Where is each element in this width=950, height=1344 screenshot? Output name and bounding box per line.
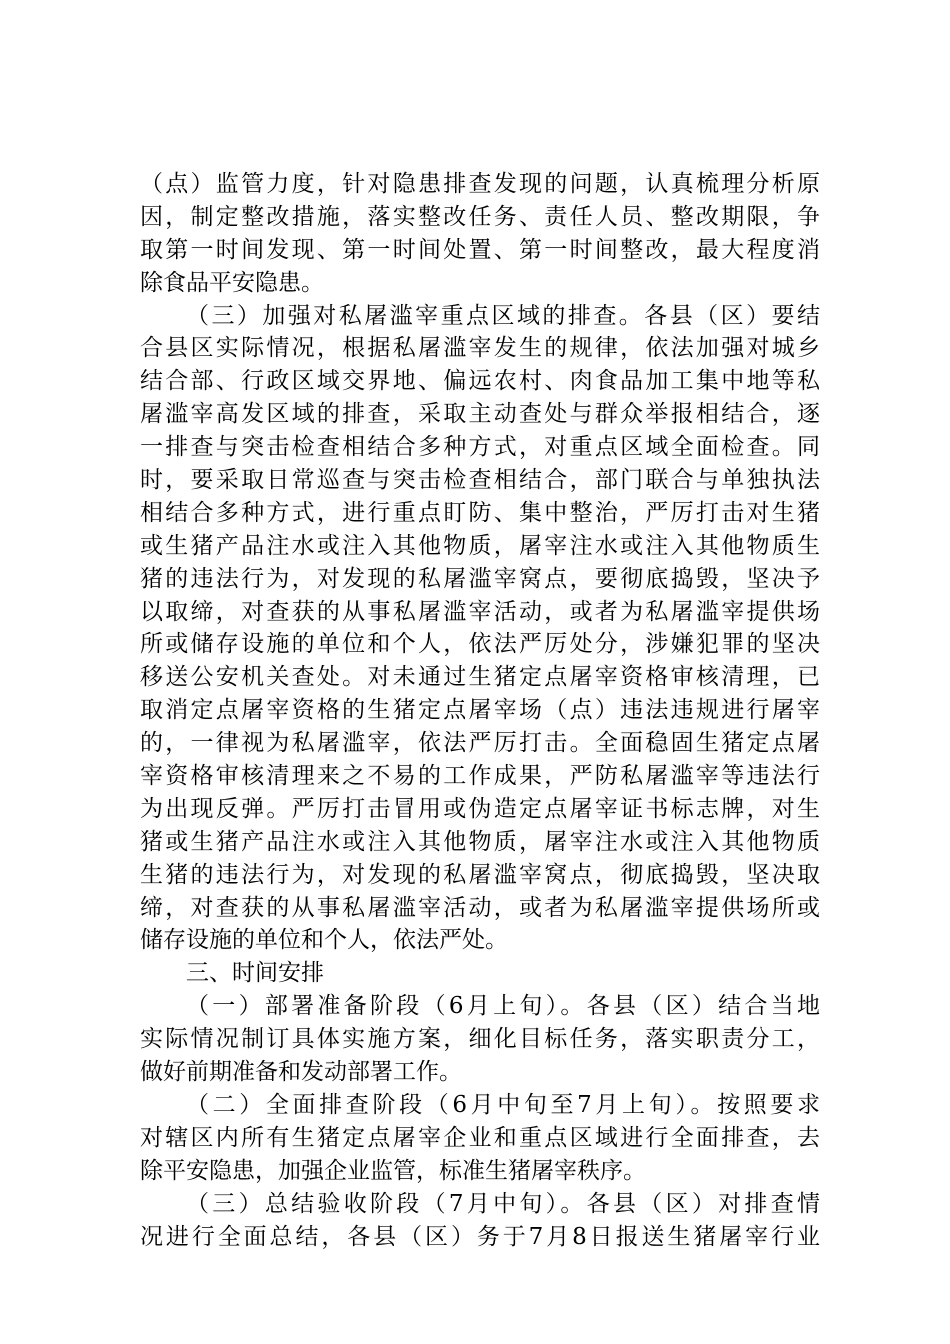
document-body bbox=[140, 168, 820, 1253]
text-line: 生猪的违法行为，对发现的私屠滥宰窝点，彻底捣毁，坚决取 bbox=[140, 861, 820, 888]
text-line: 做好前期准备和发动部署工作。 bbox=[140, 1059, 462, 1086]
text-line: 况进行全面总结，各县（区）务于7月8日报送生猪屠宰行业 bbox=[140, 1223, 820, 1250]
text-line: 相结合多种方式，进行重点盯防、集中整治，严厉打击对生猪 bbox=[140, 499, 820, 526]
text-line: 结合部、行政区域交界地、偏远农村、肉食品加工集中地等私 bbox=[140, 368, 820, 395]
text-line: 时，要采取日常巡查与突击检查相结合，部门联合与单独执法 bbox=[140, 467, 820, 494]
text-line: 取第一时间发现、第一时间处置、第一时间整改，最大程度消 bbox=[140, 236, 820, 263]
text-line: 移送公安机关查处。对未通过生猪定点屠宰资格审核清理，已 bbox=[140, 664, 820, 691]
text-line: 除平安隐患，加强企业监管，标准生猪屠宰秩序。 bbox=[140, 1157, 646, 1184]
text-line: 或生猪产品注水或注入其他物质，屠宰注水或注入其他物质生 bbox=[140, 532, 820, 559]
text-line: 一排查与突击检查相结合多种方式，对重点区域全面检查。同 bbox=[140, 434, 820, 461]
text-line: 的，一律视为私屠滥宰，依法严厉打击。全面稳固生猪定点屠 bbox=[140, 730, 820, 757]
text-line: 以取缔，对查获的从事私屠滥宰活动，或者为私屠滥宰提供场 bbox=[140, 598, 820, 625]
text-line: 猪的违法行为，对发现的私屠滥宰窝点，要彻底捣毁，坚决予 bbox=[140, 565, 820, 592]
text-line: 所或储存设施的单位和个人，依法严厉处分，涉嫌犯罪的坚决 bbox=[140, 631, 820, 658]
text-line: 三、时间安排 bbox=[186, 960, 324, 987]
text-line: （三）总结验收阶段（7月中旬）。各县（区）对排查情 bbox=[186, 1190, 820, 1217]
text-line: 宰资格审核清理来之不易的工作成果，严防私屠滥宰等违法行 bbox=[140, 763, 820, 790]
text-line: 取消定点屠宰资格的生猪定点屠宰场（点）违法违规进行屠宰 bbox=[140, 697, 820, 724]
text-line: （三）加强对私屠滥宰重点区域的排查。各县（区）要结 bbox=[186, 302, 820, 329]
text-line: 合县区实际情况，根据私屠滥宰发生的规律，依法加强对城乡 bbox=[140, 335, 820, 362]
text-line: 因，制定整改措施，落实整改任务、责任人员、整改期限，争 bbox=[140, 203, 820, 230]
text-line: 实际情况制订具体实施方案，细化目标任务，落实职责分工， bbox=[140, 1026, 820, 1053]
text-line: （一）部署准备阶段（6月上旬）。各县（区）结合当地 bbox=[186, 993, 820, 1020]
text-line: （二）全面排查阶段（6月中旬至7月上旬）。按照要求 bbox=[186, 1091, 820, 1118]
text-line: 为出现反弹。严厉打击冒用或伪造定点屠宰证书标志牌，对生 bbox=[140, 795, 820, 822]
text-line: 缔，对查获的从事私屠滥宰活动，或者为私屠滥宰提供场所或 bbox=[140, 894, 820, 921]
text-line: （点）监管力度，针对隐患排查发现的问题，认真梳理分析原 bbox=[140, 171, 820, 197]
text-line: 除食品平安隐患。 bbox=[140, 269, 324, 296]
text-line: 屠滥宰高发区域的排查，采取主动查处与群众举报相结合，逐 bbox=[140, 401, 820, 428]
text-line: 储存设施的单位和个人，依法严处。 bbox=[140, 927, 508, 954]
text-line: 对辖区内所有生猪定点屠宰企业和重点区域进行全面排查，去 bbox=[140, 1124, 820, 1151]
text-line: 猪或生猪产品注水或注入其他物质，屠宰注水或注入其他物质 bbox=[140, 828, 820, 855]
